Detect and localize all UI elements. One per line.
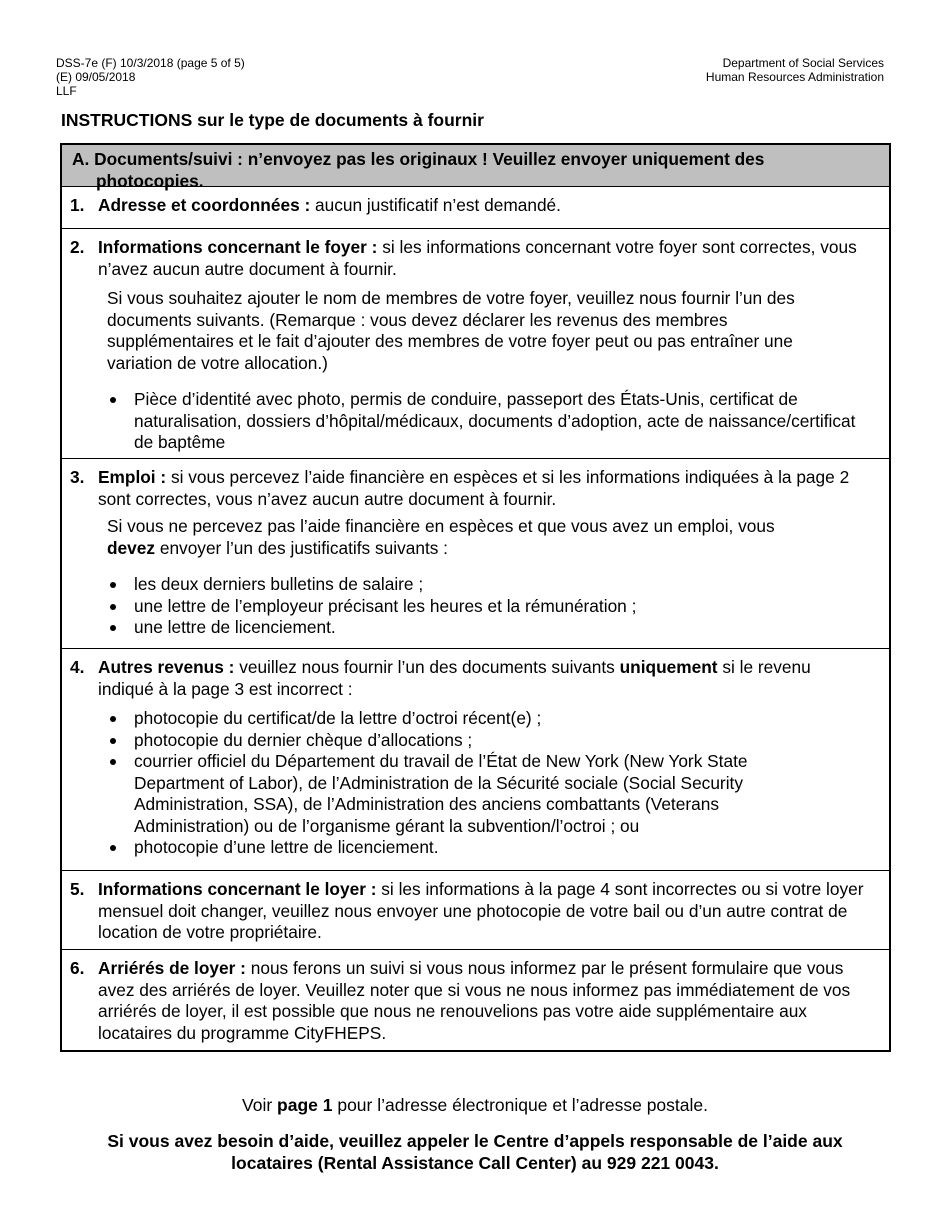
item-rent-info [62, 871, 889, 950]
agency-subname: Human Resources Administration [705, 70, 884, 84]
item-body: si les informations concernant votre foyer sont correctes, vous n’avez aucun autre document à fournir. [98, 237, 857, 279]
item-body: si les informations à la page 4 sont incorrectes ou si votre loyer mensuel doit changer, veuillez nous envoyer une photocopie de votre bail ou d’un autre contrat de location de votre propriétaire. [98, 879, 864, 942]
document-list [70, 708, 877, 859]
item-label: Informations concernant le loyer : [98, 879, 377, 899]
list-item: photocopie d’une lettre de licenciement. [106, 837, 797, 859]
item-text [70, 657, 877, 700]
item-paragraph [70, 516, 877, 559]
item-paragraph: Si vous souhaitez ajouter le nom de membres de votre foyer, veuillez nous fournir l’un des documents suivants. (Remarque : vous devez déclarer les revenus des membres supplémentaires et le fait d’ajouter des membres de votre foyer peut ou pas entraîner une variation de votre allocation.) [107, 288, 795, 373]
note-emphasis: page 1 [277, 1095, 333, 1115]
agency-block [706, 56, 884, 84]
item-label: Autres revenus : [98, 657, 235, 677]
list-item: les deux derniers bulletins de salaire ; [106, 574, 877, 596]
address-reference-note [0, 1095, 950, 1116]
page-title: INSTRUCTIONS sur le type de documents à fournir [61, 110, 484, 130]
item-number: 3. [70, 467, 85, 487]
list-item: photocopie du certificat/de la lettre d’octroi récent(e) ; [106, 708, 797, 730]
item-text [70, 958, 877, 1044]
form-language-line: LLF [56, 84, 77, 98]
document-list [70, 389, 877, 454]
item-text [70, 195, 877, 217]
form-version-line: (E) 09/05/2018 [56, 70, 136, 84]
list-item: une lettre de l’employeur précisant les heures et la rémunération ; [106, 596, 877, 618]
item-number: 1. [70, 195, 85, 215]
list-item: Pièce d’identité avec photo, permis de conduire, passeport des États-Unis, certificat de naturalisation, dossiers d’hôpital/médicaux, documents d’adoption, acte de naissance/certificat de baptême [106, 389, 865, 454]
item-body: si le revenu indiqué à la page 3 est incorrect : [98, 657, 811, 699]
help-call-center-note: Si vous avez besoin d’aide, veuillez appeler le Centre d’appels responsable de l’aide aux locataires (Rental Assistance Call Center) au 929 221 0043. [107, 1131, 843, 1173]
item-number: 5. [70, 879, 85, 899]
item-household [62, 229, 889, 459]
item-body: aucun justificatif n’est demandé. [310, 195, 561, 215]
form-id-line: DSS-7e (F) 10/3/2018 (page 5 of 5) [56, 56, 245, 70]
document-list [70, 574, 877, 639]
item-label: Emploi : [98, 467, 167, 487]
item-number: 4. [70, 657, 85, 677]
paragraph-text: Si vous ne percevez pas l’aide financière en espèces et que vous avez un emploi, vous [107, 516, 775, 536]
item-body: si vous percevez l’aide financière en espèces et si les informations indiquées à la page 2 sont correctes, vous n’avez aucun autre document à fournir. [98, 467, 850, 509]
paragraph-emphasis: devez [107, 537, 156, 558]
item-rent-arrears [62, 950, 889, 1050]
item-text [70, 237, 877, 280]
list-item: une lettre de licenciement. [106, 617, 877, 639]
note-text: Voir [242, 1095, 278, 1115]
item-text [70, 467, 877, 510]
item-label: Arriérés de loyer : [98, 958, 246, 978]
item-number: 2. [70, 237, 85, 257]
list-item: courrier officiel du Département du travail de l’État de New York (New York State Department of Labor), de l’Administration de la Sécurité sociale (Social Security Administration, SSA), de l’Administration des anciens combattants (Veterans Administration) ou de l’organisme gérant la subvention/l’octroi ; ou [106, 751, 797, 837]
instructions-table [60, 143, 891, 1052]
section-a-line1: A. Documents/suivi : n’envoyez pas les originaux ! Veuillez envoyer uniquement des [72, 149, 765, 169]
item-body: nous ferons un suivi si vous nous informez par le présent formulaire que vous avez des arriérés de loyer. Veuillez noter que si vous ne nous informez pas immédiatement de vos arriérés de loyer, il est possible que nous ne renouvelions pas votre aide supplémentaire aux locataires du programme CityFHEPS. [98, 958, 851, 1043]
item-label: Adresse et coordonnées : [98, 195, 311, 215]
item-body: veuillez nous fournir l’un des documents suivants [234, 657, 620, 677]
paragraph-text: envoyer l’un des justificatifs suivants : [155, 537, 448, 558]
note-text: pour l’adresse électronique et l’adresse postale. [332, 1095, 708, 1115]
item-number: 6. [70, 958, 85, 978]
item-label: Informations concernant le foyer : [98, 237, 378, 257]
item-emphasis: uniquement [619, 657, 718, 677]
item-text [70, 879, 877, 944]
form-id-block [56, 56, 245, 98]
item-employment [62, 459, 889, 649]
item-other-income [62, 649, 889, 871]
list-item: photocopie du dernier chèque d’allocations ; [106, 730, 797, 752]
section-a-line2: photocopies. [96, 170, 204, 191]
section-a-header [62, 145, 889, 191]
item-address [62, 187, 889, 229]
agency-name: Department of Social Services [722, 56, 884, 70]
